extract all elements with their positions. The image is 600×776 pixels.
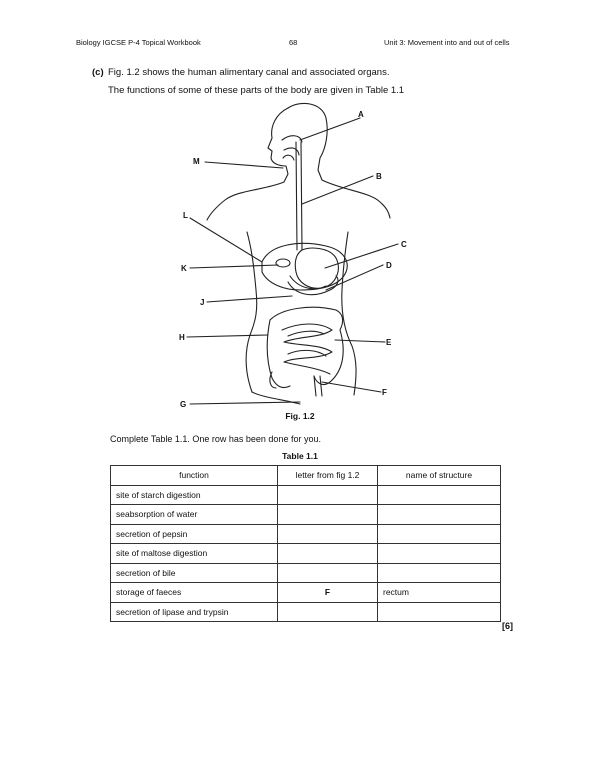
cell-letter[interactable]: [278, 563, 378, 583]
table-row: [111, 505, 501, 525]
cell-letter: F: [278, 583, 378, 603]
cell-function: site of starch digestion: [111, 485, 278, 505]
cell-function: site of maltose digestion: [111, 544, 278, 564]
oesophagus-right: [301, 142, 302, 250]
header-structure: name of structure: [378, 466, 501, 486]
table-row: [111, 544, 501, 564]
head-outline: [288, 103, 327, 180]
cell-letter[interactable]: [278, 505, 378, 525]
cell-structure[interactable]: [378, 524, 501, 544]
label-g: G: [180, 400, 187, 409]
cell-structure[interactable]: [378, 602, 501, 622]
cell-structure[interactable]: [378, 544, 501, 564]
header-letter: letter from fig 1.2: [278, 466, 378, 486]
leader-line-k: [190, 265, 278, 268]
cell-structure[interactable]: [378, 485, 501, 505]
table-row: [111, 563, 501, 583]
label-a: A: [358, 110, 364, 119]
liver-outline: [262, 243, 347, 290]
cell-letter[interactable]: [278, 485, 378, 505]
leader-line-h: [187, 335, 268, 337]
leader-line-b: [302, 176, 373, 204]
cell-letter[interactable]: [278, 524, 378, 544]
cell-function: storage of faeces: [111, 583, 278, 603]
salivary-gland: [283, 155, 294, 160]
leader-line-m: [205, 162, 283, 168]
question-line-2: The functions of some of these parts of the body are given in Table 1.1: [108, 85, 405, 96]
cell-structure: rectum: [378, 583, 501, 603]
question-label: (c): [92, 67, 104, 78]
cell-structure[interactable]: [378, 505, 501, 525]
leader-line-j: [207, 296, 292, 302]
label-m: M: [193, 157, 200, 166]
table-row: [111, 583, 501, 603]
label-d: D: [386, 261, 392, 270]
header-workbook-title: Biology IGCSE P-4 Topical Workbook: [76, 38, 201, 47]
right-shoulder: [322, 180, 390, 218]
label-k: K: [181, 264, 187, 273]
leader-line-a: [300, 118, 360, 140]
table-title: Table 1.1: [282, 451, 318, 461]
left-shoulder: [207, 182, 284, 220]
label-h: H: [179, 333, 185, 342]
label-e: E: [386, 338, 392, 347]
leader-line-g: [190, 402, 300, 404]
leader-line-l: [190, 218, 262, 262]
gall-bladder: [276, 259, 290, 267]
face-outline: [268, 108, 288, 182]
table-row: [111, 524, 501, 544]
header-page-number: 68: [289, 38, 298, 47]
table-row: [111, 485, 501, 505]
marks-total: [6]: [502, 621, 513, 631]
transverse-colon: [270, 307, 343, 330]
table-header-row: [111, 466, 501, 486]
table-row: [111, 602, 501, 622]
cell-function: secretion of lipase and trypsin: [111, 602, 278, 622]
header-unit-title: Unit 3: Movement into and out of cells: [384, 38, 510, 47]
cell-function: secretion of bile: [111, 563, 278, 583]
label-l: L: [183, 211, 188, 220]
function-table: [110, 465, 501, 622]
cell-structure[interactable]: [378, 563, 501, 583]
label-f: F: [382, 388, 387, 397]
label-j: J: [200, 298, 205, 307]
header-function: function: [111, 466, 278, 486]
oesophagus-left: [296, 142, 297, 250]
cell-function: seabsorption of water: [111, 505, 278, 525]
descending-colon: [314, 330, 343, 384]
question-line-1: Fig. 1.2 shows the human alimentary canal and associated organs.: [108, 67, 390, 78]
leader-line-d: [326, 265, 383, 290]
label-c: C: [401, 240, 407, 249]
leader-line-f: [322, 382, 381, 392]
instruction-text: Complete Table 1.1. One row has been done for you.: [110, 434, 321, 444]
cell-letter[interactable]: [278, 544, 378, 564]
stomach-outline: [295, 248, 338, 288]
cell-letter[interactable]: [278, 602, 378, 622]
tongue: [284, 148, 299, 155]
mouth-cavity: [282, 136, 302, 142]
label-b: B: [376, 172, 382, 181]
figure-caption: Fig. 1.2: [285, 411, 315, 421]
cell-function: secretion of pepsin: [111, 524, 278, 544]
